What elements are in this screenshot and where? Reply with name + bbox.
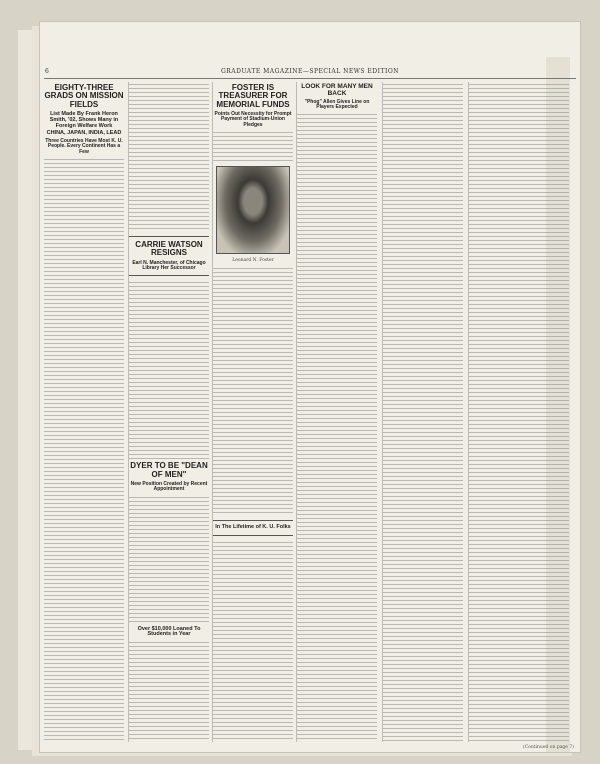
publication-title: GRADUATE MAGAZINE—SPECIAL NEWS EDITION: [220, 68, 400, 75]
subhead-countries: CHINA, JAPAN, INDIA, LEAD: [46, 130, 122, 137]
continued-note: (Continued on page 7): [522, 745, 574, 750]
headline-lifetime: In The Lifetime of K. U. Folks: [215, 523, 291, 530]
article-text: [213, 540, 293, 742]
article-text: [213, 266, 293, 516]
column-2: [128, 82, 209, 742]
headline-mission-fields: EIGHTY-THREE GRADS ON MISSION FIELDS: [44, 83, 124, 109]
column-5: [382, 82, 463, 742]
subhead-foster: Points Out Necessity for Prompt Payment of Stadium-Union Pledges: [214, 111, 292, 128]
page-number: 6: [45, 68, 49, 75]
header-rule: [44, 78, 576, 79]
newspaper-page: [40, 22, 580, 752]
article-text: [383, 82, 463, 742]
subhead-manchester: Earl N. Manchester, of Chicago Library Her Successor: [132, 259, 206, 272]
photo-caption: Leonard N. Foster: [232, 257, 274, 263]
headline-carrie-watson: CARRIE WATSON RESIGNS: [135, 240, 203, 258]
article-text: [129, 640, 209, 742]
headline-loans: Over $10,000 Loaned To Students in Year: [137, 625, 201, 638]
subhead-phog-allen: "Phog" Allen Gives Line on Players Expected: [304, 98, 370, 110]
headline-foster: FOSTER IS TREASURER FOR MEMORIAL FUNDS: [216, 83, 290, 109]
page-header: [40, 65, 580, 77]
headline-dyer: DYER TO BE "DEAN OF MEN": [130, 461, 208, 479]
column-1: [44, 82, 124, 742]
article-text: [129, 280, 209, 460]
column-6: [468, 82, 569, 742]
subhead-list: List Made By Frank Heron Smith, '02, Shows Many in Foreign Welfare Work: [49, 111, 119, 129]
column-4: [296, 82, 377, 742]
article-text: [129, 82, 209, 232]
article-text: [213, 130, 293, 162]
subhead-dyer: New Position Created by Recent Appointment: [130, 481, 208, 493]
subhead-continents: Three Countries Have Most K. U. People. Every Continent Has a Few: [45, 138, 123, 155]
article-text: [297, 112, 377, 742]
portrait-photo: [216, 166, 290, 254]
article-text: [44, 157, 124, 742]
article-text: [129, 495, 209, 625]
headline-men-back: LOOK FOR MANY MEN BACK: [301, 83, 373, 97]
column-3: [212, 82, 293, 742]
article-text: [469, 82, 569, 742]
